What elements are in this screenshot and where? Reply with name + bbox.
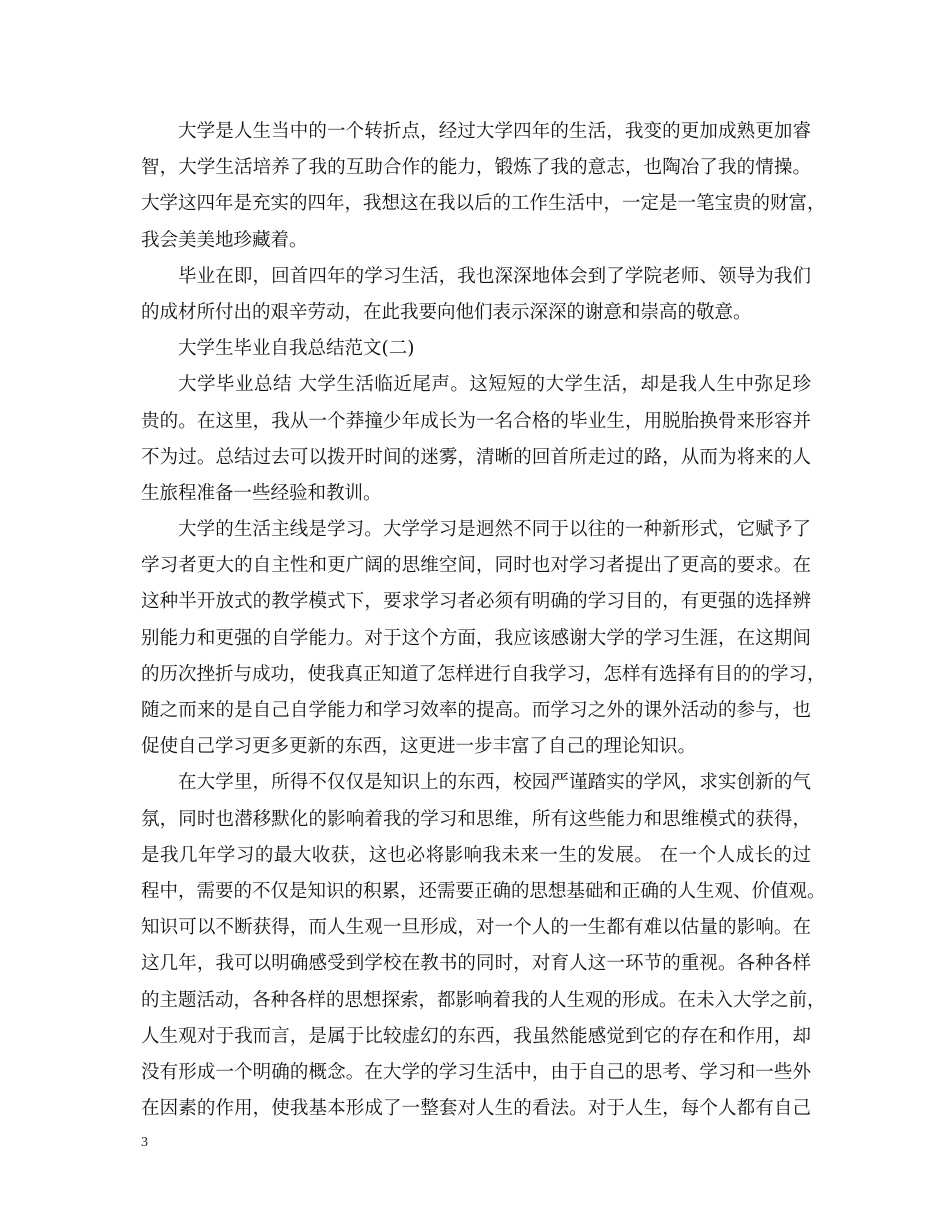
text-line: 贵的。在这里，我从一个莽撞少年成长为一名合格的毕业生，用脱胎换骨来形容并 (141, 410, 811, 432)
text-line: 智，大学生活培养了我的互助合作的能力，锻炼了我的意志，也陶冶了我的情操。 (141, 157, 811, 179)
text-line: 我会美美地珍藏着。 (141, 229, 308, 251)
page-number: 3 (141, 1135, 148, 1150)
text-line: 程中，需要的不仅是知识的积累，还需要正确的思想基础和正确的人生观、价值观。 (141, 880, 826, 902)
text-line: 人生观对于我而言，是属于比较虚幻的东西，我虽然能感觉到它的存在和作用，却 (141, 1025, 811, 1047)
text-line: 大学毕业总结 大学生活临近尾声。这短短的大学生活，却是我人生中弥足珍 (178, 374, 811, 396)
text-line: 是我几年学习的最大收获，这也必将影响我未来一生的发展。 在一个人成长的过 (141, 844, 811, 866)
text-line: 不为过。总结过去可以拨开时间的迷雾，清晰的回首所走过的路，从而为将来的人 (141, 446, 811, 468)
text-line: 在大学里，所得不仅仅是知识上的东西，校园严谨踏实的学风，求实创新的气 (178, 772, 811, 794)
text-line: 促使自己学习更多更新的东西，这更进一步丰富了自己的理论知识。 (141, 736, 697, 758)
text-line: 大学的生活主线是学习。大学学习是迥然不同于以往的一种新形式，它赋予了 (178, 519, 811, 541)
text-line: 这种半开放式的教学模式下，要求学习者必须有明确的学习目的，有更强的选择辨 (141, 591, 811, 613)
text-line: 在因素的作用，使我基本形成了一整套对人生的看法。对于人生，每个人都有自己 (141, 1098, 811, 1120)
text-line: 的主题活动，各种各样的思想探索，都影响着我的人生观的形成。在未入大学之前， (141, 989, 826, 1011)
text-line: 知识可以不断获得，而人生观一旦形成，对一个人的一生都有难以估量的影响。在 (141, 917, 811, 939)
text-line: 别能力和更强的自学能力。对于这个方面，我应该感谢大学的学习生涯，在这期间 (141, 627, 811, 649)
document-body (141, 114, 826, 1127)
text-line: 氛，同时也潜移默化的影响着我的学习和思维，所有这些能力和思维模式的获得， (141, 808, 811, 830)
text-line: 大学生毕业自我总结范文(二) (178, 338, 415, 360)
text-line: 的历次挫折与成功，使我真正知道了怎样进行自我学习，怎样有选择有目的的学习， (141, 663, 826, 685)
text-line: 大学是人生当中的一个转折点，经过大学四年的生活，我变的更加成熟更加睿 (178, 121, 811, 142)
text-line: 毕业在即，回首四年的学习生活，我也深深地体会到了学院老师、领导为我们 (178, 265, 811, 287)
text-line: 随之而来的是自己自学能力和学习效率的提高。而学习之外的课外活动的参与，也 (141, 700, 811, 721)
text-line: 没有形成一个明确的概念。在大学的学习生活中，由于自己的思考、学习和一些外 (141, 1061, 811, 1083)
text-line: 的成材所付出的艰辛劳动，在此我要向他们表示深深的谢意和崇高的敬意。 (141, 301, 752, 323)
text-line: 大学这四年是充实的四年，我想这在我以后的工作生活中，一定是一笔宝贵的财富， (141, 193, 826, 215)
text-line: 这几年，我可以明确感受到学校在教书的同时，对育人这一环节的重视。各种各样 (141, 953, 811, 975)
text-line: 生旅程准备一些经验和教训。 (141, 482, 382, 504)
text-line: 学习者更大的自主性和更广阔的思维空间，同时也对学习者提出了更高的要求。在 (141, 555, 811, 577)
